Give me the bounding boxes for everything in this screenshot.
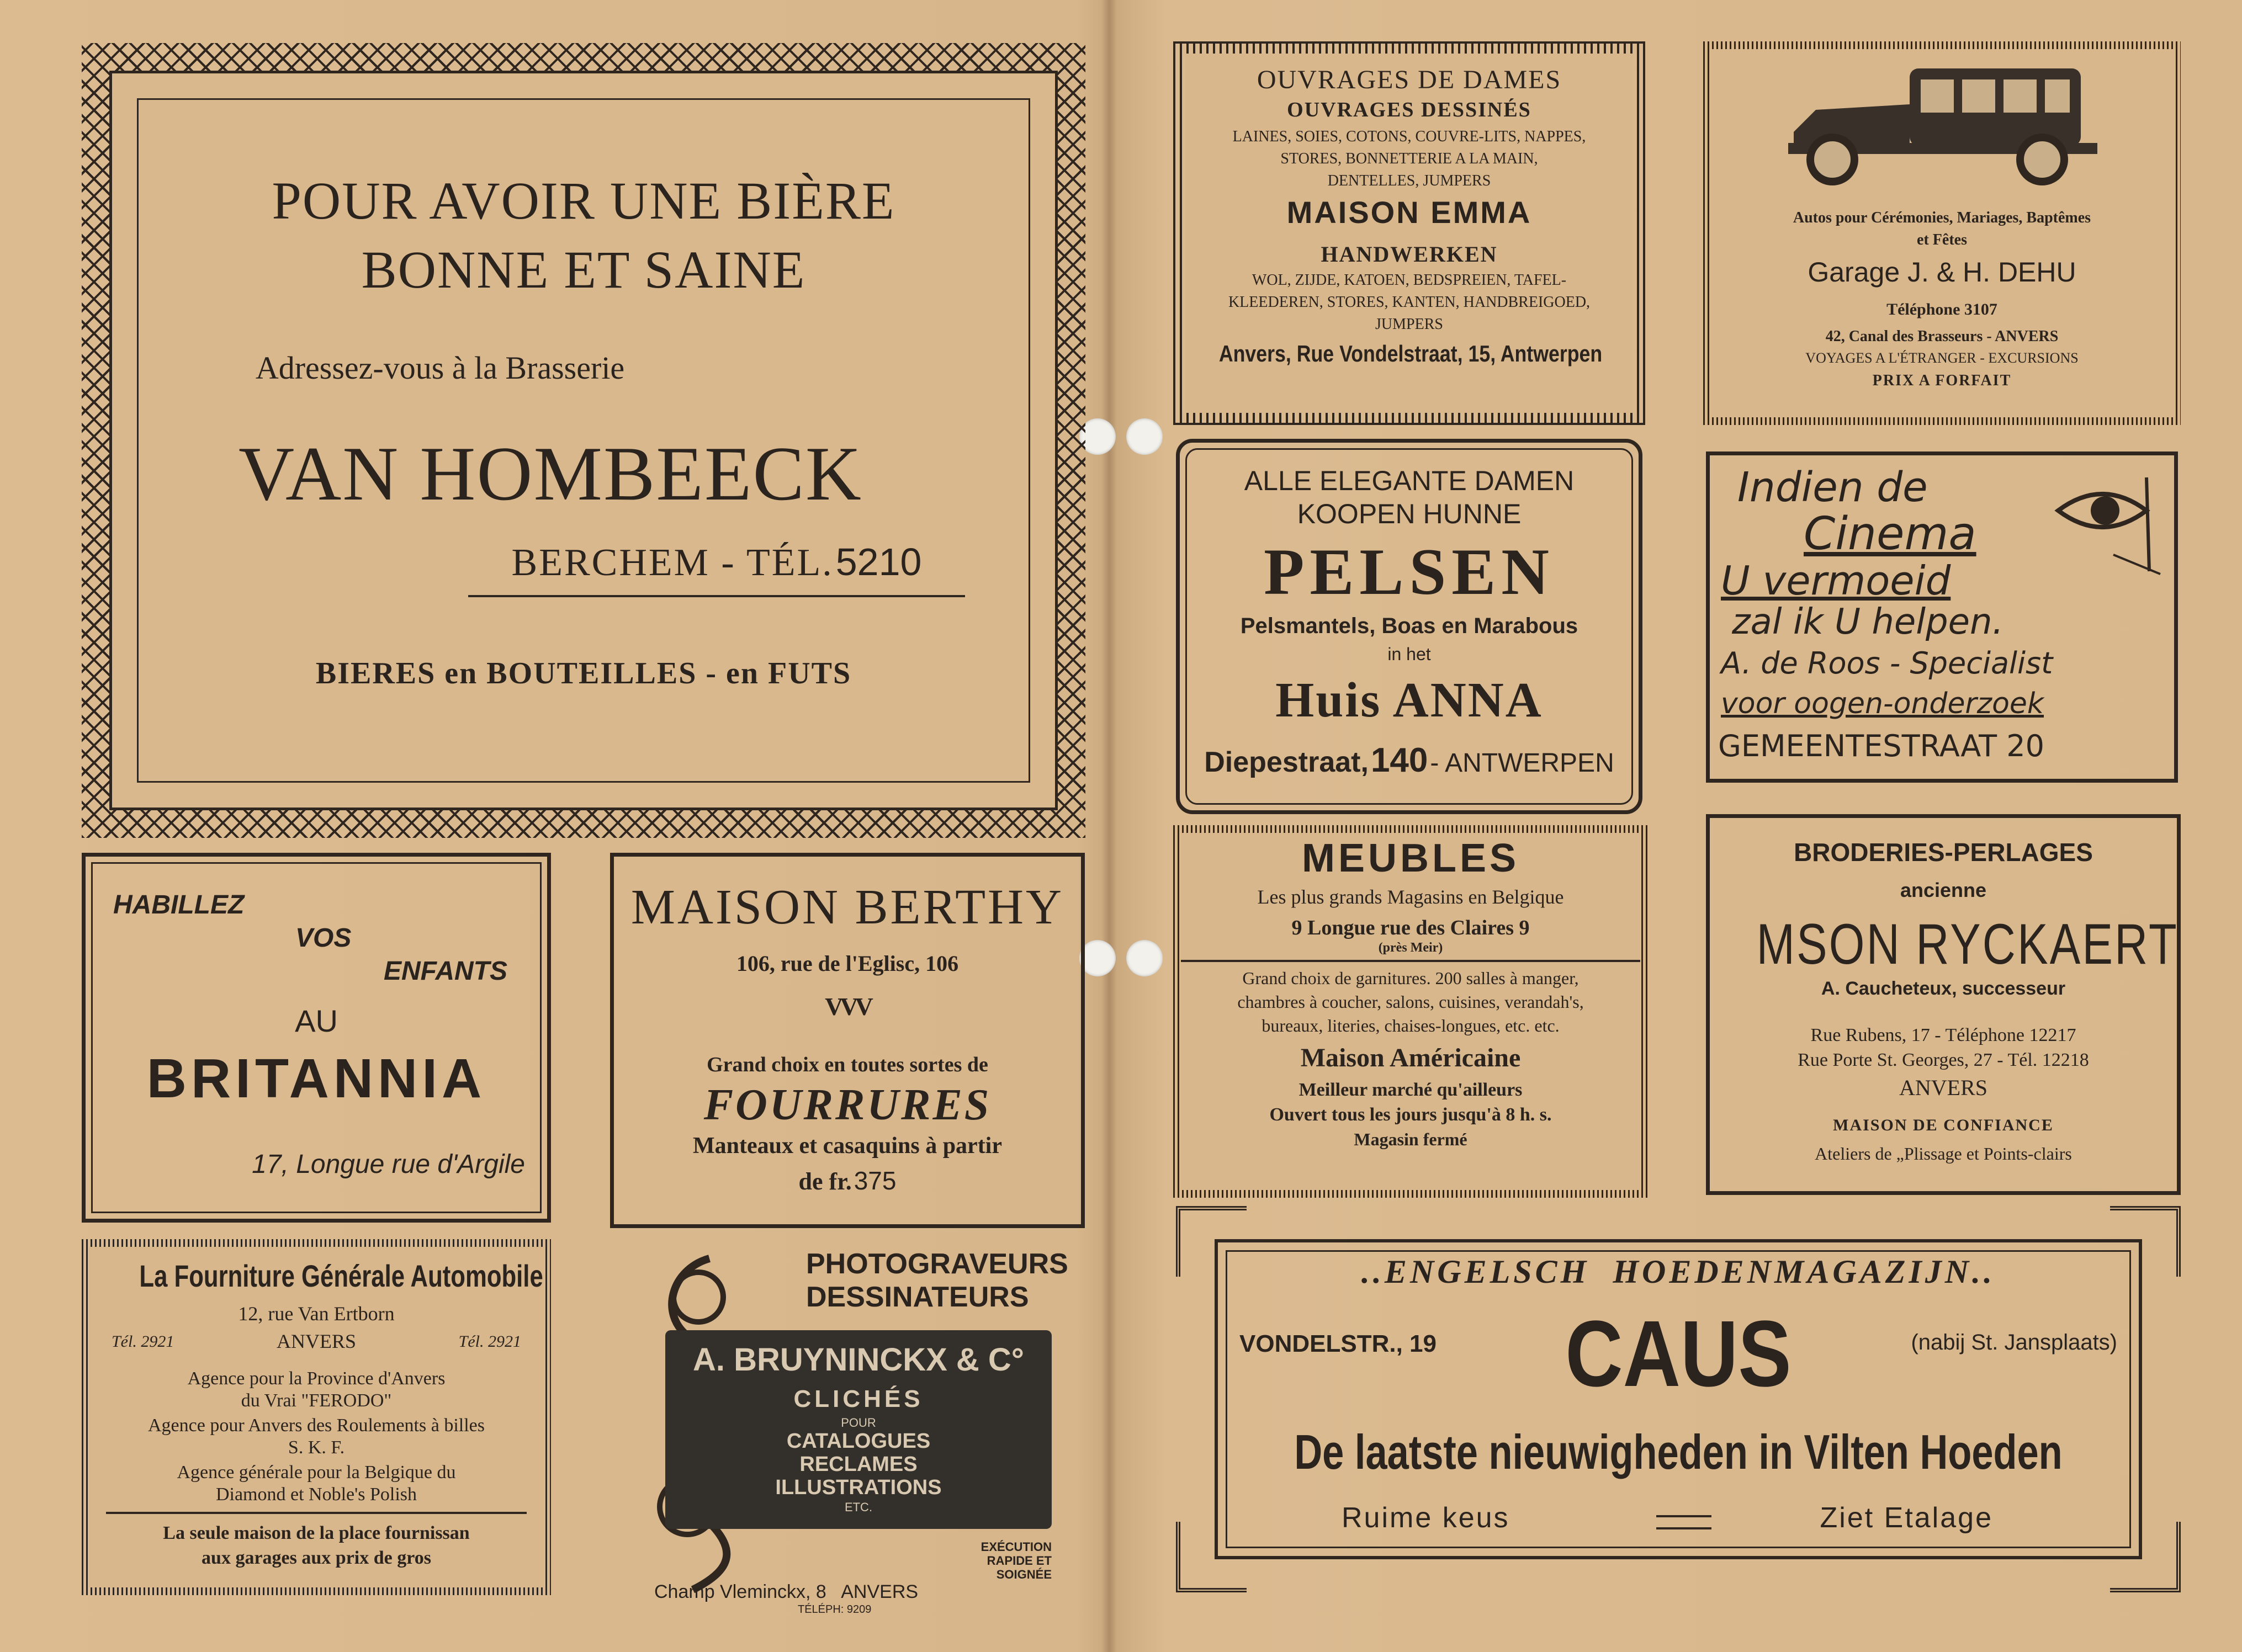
pelsen-l3: Pelsmantels, Boas en Marabous: [1240, 614, 1578, 638]
fourniture-l2: du Vrai "FERODO": [241, 1390, 392, 1411]
corner-ornament-icon: [1176, 1522, 1247, 1592]
bruyninckx-e1: EXÉCUTION: [980, 1540, 1052, 1554]
ad-meubles: [1173, 825, 1648, 1198]
ad-van-hombeeck: [82, 43, 1085, 838]
bruyninckx-pour: POUR: [841, 1416, 876, 1430]
emma-l9: JUMPERS: [1375, 316, 1443, 333]
emma-l4: STORES, BONNETTERIE A LA MAIN,: [1280, 150, 1538, 167]
center-fold: [1101, 0, 1117, 1652]
deroos-l7: GEMEENTESTRAAT 20: [1718, 729, 2044, 763]
fourniture-city: ANVERS: [276, 1330, 357, 1352]
britannia-l2: VOS: [295, 923, 352, 953]
corner-ornament-icon: [2110, 1522, 2181, 1592]
caus-b1: Ruime keus: [1342, 1502, 1510, 1534]
ryckaert-l5: Rue Porte St. Georges, 27 - Tél. 12218: [1798, 1050, 2089, 1070]
pelsen-l2: KOOPEN HUNNE: [1297, 498, 1522, 529]
deroos-l4: zal ik U helpen.: [1732, 602, 2004, 642]
caus-slogan: De laatste nieuwigheden in Vilten Hoeden: [1294, 1425, 2063, 1479]
pelsen-shop: Huis ANNA: [1275, 673, 1543, 727]
fourniture-title: La Fourniture Générale Automobile: [139, 1258, 543, 1293]
car-icon: [1783, 60, 2103, 187]
emma-l7: WOL, ZIJDE, KATOEN, BEDSPREIEN, TAFEL-: [1252, 272, 1567, 289]
deroos-l2: Cinema: [1804, 508, 1976, 560]
meubles-l7: Meilleur marché qu'ailleurs: [1298, 1080, 1523, 1100]
berthy-logo-icon: VVV: [825, 992, 870, 1021]
bruyninckx-h2: DESSINATEURS: [806, 1281, 1029, 1313]
bruyninckx-address: Champ Vleminckx, 8 ANVERS: [654, 1581, 919, 1602]
fourniture-l3: Agence pour Anvers des Roulements à billes: [148, 1415, 485, 1436]
caus-name: CAUS: [1565, 1302, 1792, 1406]
fourniture-tel-left: Tél. 2921: [112, 1332, 174, 1351]
caus-left: VONDELSTR., 19: [1239, 1330, 1437, 1357]
bruyninckx-cliches: CLICHÉS: [793, 1385, 924, 1412]
deroos-l3: U vermoeid: [1721, 557, 1951, 604]
pelsen-l1: ALLE ELEGANTE DAMEN: [1244, 465, 1575, 496]
berthy-l1: Grand choix en toutes sortes de: [707, 1053, 988, 1076]
berthy-address: 106, rue de l'Eglisc, 106: [736, 951, 959, 976]
divider: [1656, 1515, 1711, 1529]
pelsen-l4: in het: [1387, 644, 1431, 664]
ad-fourniture-automobile: [82, 1239, 551, 1595]
ad-maison-emma: [1173, 41, 1645, 425]
emma-l3: LAINES, SOIES, COTONS, COUVRE-LITS, NAPPES,: [1232, 128, 1586, 145]
eye-icon: [2053, 466, 2163, 577]
fourniture-f1: La seule maison de la place fournissan: [163, 1523, 470, 1543]
brewery-footer: BIERES en BOUTEILLES - en FUTS: [315, 656, 852, 690]
divider: [1181, 960, 1640, 962]
punch-hole: [1126, 418, 1163, 455]
dehu-name: Garage J. & H. DEHU: [1808, 257, 2076, 288]
ryckaert-l6: ANVERS: [1899, 1075, 1988, 1100]
ryckaert-l3: A. Caucheteux, successeur: [1821, 978, 2066, 999]
fourniture-l6: Diamond et Noble's Polish: [215, 1484, 417, 1505]
fourniture-l1: Agence pour la Province d'Anvers: [187, 1368, 446, 1389]
bruyninckx-etc: ETC.: [844, 1500, 873, 1514]
meubles-l1: Les plus grands Magasins en Belgique: [1257, 886, 1564, 908]
bruyninckx-name: A. BRUYNINCKX & C°: [693, 1342, 1024, 1378]
meubles-l8: Ouvert tous les jours jusqu'à 8 h. s.: [1269, 1104, 1552, 1125]
bruyninckx-c1: CATALOGUES: [786, 1430, 931, 1453]
brewery-name: VAN HOMBEECK: [238, 431, 862, 517]
fourniture-l5: Agence générale pour la Belgique du: [177, 1462, 456, 1483]
emma-name: MAISON EMMA: [1286, 195, 1532, 230]
ad-ryckaert: [1706, 814, 2181, 1195]
dehu-l4: PRIX A FORFAIT: [1872, 372, 2012, 389]
meubles-l2: 9 Longue rue des Claires 9: [1291, 916, 1530, 939]
emma-l8: KLEEDEREN, STORES, KANTEN, HANDBREIGOED,: [1228, 294, 1591, 311]
ryckaert-l2: ancienne: [1900, 879, 1987, 901]
bruyninckx-tel: TÉLÉPH: 9209: [798, 1603, 872, 1616]
meubles-l3: (près Meir): [1378, 941, 1443, 955]
ad-de-roos: [1706, 451, 2178, 783]
britannia-address: 17, Longue rue d'Argile: [252, 1150, 525, 1179]
ad-pelsen: [1176, 439, 1642, 814]
ryckaert-l8: Ateliers de „Plissage et Points-clairs: [1815, 1144, 2072, 1164]
ryckaert-l7: MAISON DE CONFIANCE: [1833, 1116, 2054, 1134]
pelsen-name: PELSEN: [1264, 535, 1555, 608]
dehu-l2: et Fêtes: [1917, 231, 1967, 248]
meubles-l9: Magasin fermé: [1354, 1129, 1467, 1149]
dehu-l1: Autos pour Cérémonies, Mariages, Baptêmes: [1793, 209, 2091, 226]
punch-hole: [1126, 940, 1163, 976]
address-intro: Adressez-vous à la Brasserie: [255, 350, 625, 386]
bruyninckx-e2: RAPIDE ET: [987, 1554, 1052, 1568]
ryckaert-l1: BRODERIES-PERLAGES: [1794, 838, 2093, 867]
emma-address: Anvers, Rue Vondelstraat, 15, Antwerpen: [1218, 341, 1603, 366]
britannia-name: BRITANNIA: [146, 1048, 486, 1109]
dehu-address: 42, Canal des Brasseurs - ANVERS: [1825, 328, 2059, 345]
divider: [106, 1512, 527, 1514]
meubles-l4: Grand choix de garnitures. 200 salles à manger,: [1242, 968, 1579, 988]
bruyninckx-e3: SOIGNÉE: [996, 1568, 1052, 1581]
headline-line1: POUR AVOIR UNE BIÈRE: [272, 171, 895, 230]
deroos-l5: A. de Roos - Specialist: [1721, 646, 2053, 681]
brewery-phone: BERCHEM - TÉL. 5210: [468, 540, 965, 595]
dehu-l3: VOYAGES A L'ÉTRANGER - EXCURSIONS: [1805, 350, 2079, 366]
fourniture-tel-right: Tél. 2921: [458, 1332, 521, 1351]
berthy-price: de fr. 375: [798, 1166, 897, 1195]
ryckaert-name: MSON RYCKAERT: [1756, 912, 2179, 976]
bruyninckx-c2: RECLAMES: [799, 1453, 918, 1476]
ad-caus: [1176, 1206, 2181, 1592]
berthy-l2: Manteaux et casaquins à partir: [693, 1133, 1002, 1159]
ad-garage-dehu: [1703, 41, 2181, 425]
caus-right: (nabij St. Jansplaats): [1911, 1330, 2117, 1354]
fourniture-l4: S. K. F.: [288, 1437, 345, 1458]
ad-bruyninckx: [649, 1247, 1068, 1616]
meubles-name: Maison Américaine: [1300, 1043, 1521, 1072]
fourniture-f2: aux garages aux prix de gros: [202, 1548, 431, 1568]
headline-line2: BONNE ET SAINE: [361, 240, 806, 299]
ad-maison-berthy: [610, 853, 1085, 1228]
emma-l2: OUVRAGES DESSINÉS: [1287, 98, 1531, 121]
britannia-au: AU: [295, 1003, 338, 1038]
caus-b2: Ziet Etalage: [1820, 1502, 1993, 1534]
emma-l6: HANDWERKEN: [1321, 242, 1498, 267]
ryckaert-l4: Rue Rubens, 17 - Téléphone 12217: [1810, 1025, 2076, 1045]
emma-l5: DENTELLES, JUMPERS: [1327, 172, 1491, 189]
meubles-l6: bureaux, literies, chaises-longues, etc. etc.: [1262, 1016, 1560, 1035]
bruyninckx-panel: [665, 1330, 1052, 1529]
caus-title: ..ENGELSCH HOEDENMAGAZIJN..: [1361, 1253, 1996, 1290]
ad-britannia: [82, 853, 551, 1223]
dehu-phone: Téléphone 3107: [1886, 300, 1997, 318]
meubles-title: MEUBLES: [1301, 836, 1520, 880]
meubles-l5: chambres à coucher, salons, cuisines, verandah's,: [1237, 992, 1584, 1012]
emma-l1: OUVRAGES DE DAMES: [1257, 65, 1562, 94]
berthy-product: FOURRURES: [703, 1081, 992, 1129]
pelsen-address: Diepestraat, 140 - ANTWERPEN: [1204, 741, 1614, 779]
berthy-name: MAISON BERTHY: [630, 880, 1064, 934]
britannia-l1: HABILLEZ: [113, 890, 245, 920]
bruyninckx-h1: PHOTOGRAVEURS: [806, 1248, 1068, 1280]
britannia-l3: ENFANTS: [384, 957, 508, 986]
fourniture-address: 12, rue Van Ertborn: [238, 1303, 395, 1325]
deroos-l1: Indien de: [1737, 464, 1928, 511]
deroos-l6: voor oogen-onderzoek: [1721, 687, 2044, 720]
bruyninckx-c3: ILLUSTRATIONS: [775, 1476, 942, 1499]
